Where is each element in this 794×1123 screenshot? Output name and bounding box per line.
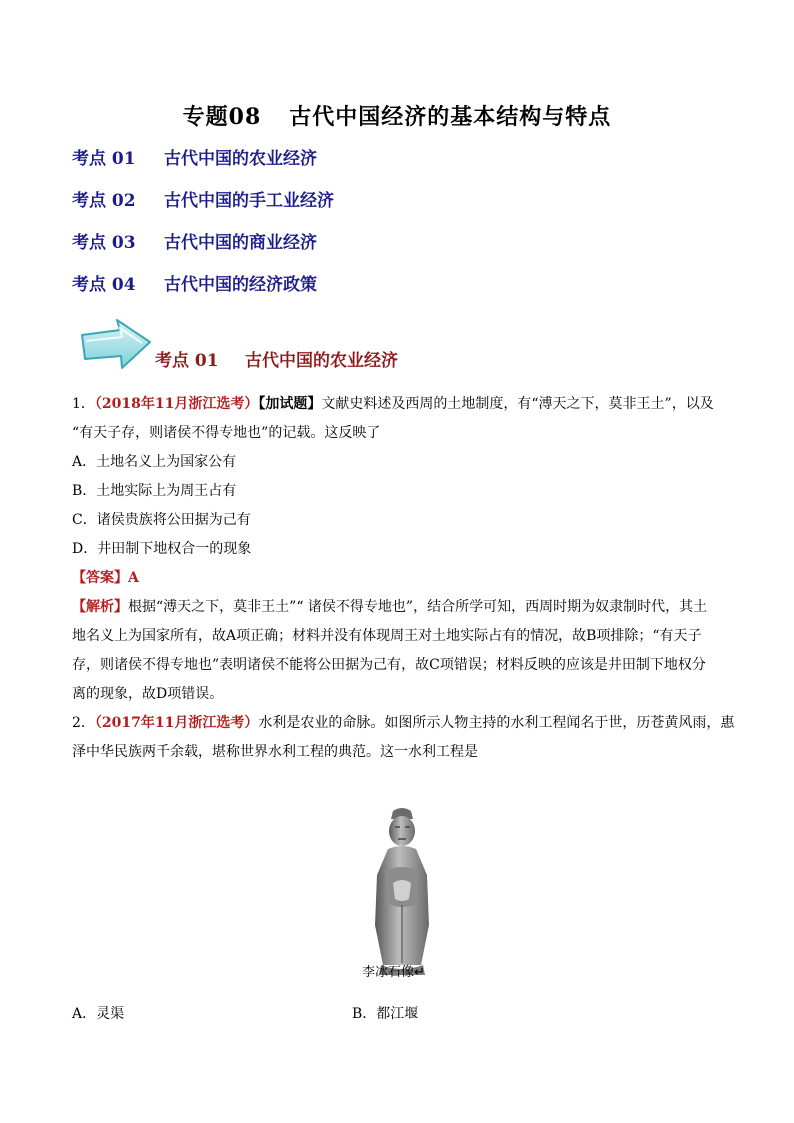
question-2-stem: 2．（2017年11月浙江选考）水利是农业的命脉。如图所示人物主持的水利工程闻名于世，历苍黄风雨，惠 bbox=[72, 715, 735, 731]
question-2-stem-cont: 泽中华民族两千余载，堪称世界水利工程的典范。这一水利工程是 bbox=[72, 744, 478, 760]
toc-item: 考点 02 古代中国的手工业经济 bbox=[72, 191, 334, 211]
question-1-stem: 1．（2018年11月浙江选考）【加试题】文献史料述及西周的土地制度，有“溥天之下，莫非王土”，以及 bbox=[72, 396, 714, 412]
image-caption: 李冰石像↵ bbox=[362, 965, 425, 980]
toc-item: 考点 04 古代中国的经济政策 bbox=[72, 275, 317, 295]
section-heading bbox=[76, 318, 436, 378]
answer-label: 【答案】A bbox=[72, 570, 139, 586]
question-2-source: （2017年11月浙江选考） bbox=[94, 715, 259, 731]
option-b: B．都江堰 bbox=[352, 1006, 419, 1022]
option-b: B．土地实际上为周王占有 bbox=[72, 483, 237, 499]
title-text: 古代中国经济的基本结构与特点 bbox=[289, 104, 612, 130]
analysis-line: 存，则诸侯不得专地也”表明诸侯不能将公田据为己有，故C项错误；材料反映的应该是井田制下地权分 bbox=[72, 657, 706, 673]
analysis-label: 【解析】 bbox=[72, 599, 128, 615]
analysis-line: 地名义上为国家所有，故A项正确；材料并没有体现周王对土地实际占有的情况，故B项排除；“有天子 bbox=[72, 628, 702, 644]
analysis-line: 离的现象，故D项错误。 bbox=[72, 686, 224, 702]
analysis-line: 【解析】根据“溥天之下，莫非王土”“ 诸侯不得专地也”，结合所学可知，西周时期为奴隶制时代，其土 bbox=[72, 599, 708, 615]
question-body bbox=[72, 390, 735, 767]
option-d: D．井田制下地权合一的现象 bbox=[72, 541, 252, 557]
arrow-icon bbox=[76, 318, 154, 370]
toc-item: 考点 03 古代中国的商业经济 bbox=[72, 233, 317, 253]
option-c: C．诸侯贵族将公田据为己有 bbox=[72, 512, 251, 528]
option-a: A．土地名义上为国家公有 bbox=[72, 454, 237, 470]
question-1-source: （2018年11月浙江选考） bbox=[94, 396, 259, 412]
toc-list bbox=[72, 145, 334, 313]
option-a: A．灵渠 bbox=[72, 1006, 125, 1022]
page-title bbox=[0, 100, 794, 131]
section-title: 考点 01 古代中国的农业经济 bbox=[155, 351, 398, 371]
title-prefix: 专题08 bbox=[182, 104, 262, 130]
toc-item: 考点 01 古代中国的农业经济 bbox=[72, 149, 317, 169]
question-1-tag: 【加试题】 bbox=[258, 396, 322, 412]
question-1-stem-cont: “有天子存，则诸侯不得专地也”的记载。这反映了 bbox=[72, 425, 381, 441]
